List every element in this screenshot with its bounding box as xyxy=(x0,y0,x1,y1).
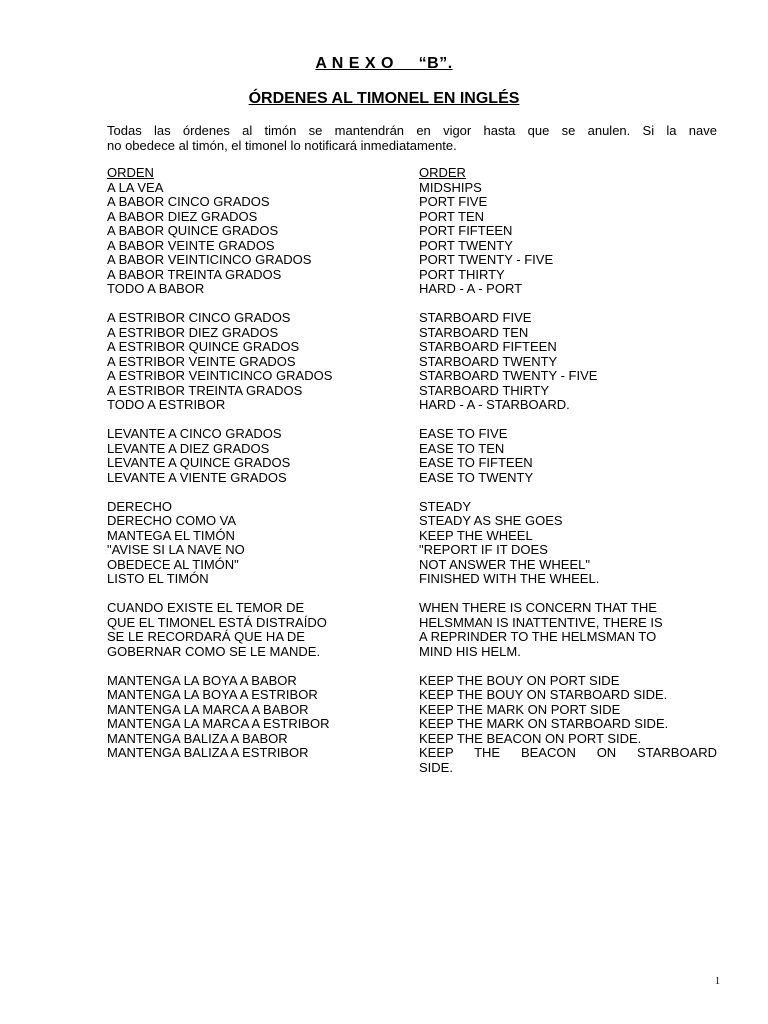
english-order: STARBOARD THIRTY xyxy=(419,382,550,398)
english-order: KEEP THE BOUY ON PORT SIDE xyxy=(419,672,620,688)
spanish-order: SE LE RECORDARÁ QUE HA DE xyxy=(107,629,305,644)
order-row xyxy=(107,645,717,660)
english-order: PORT TWENTY - FIVE xyxy=(419,252,554,267)
spanish-order: A ESTRIBOR VEINTICINCO GRADOS xyxy=(107,368,333,383)
english-order: PORT THIRTY xyxy=(419,266,505,282)
spanish-order: LEVANTE A QUINCE GRADOS xyxy=(107,455,291,470)
spanish-order: "AVISE SI LA NAVE NO xyxy=(107,542,245,557)
order-row xyxy=(107,601,717,616)
order-row xyxy=(107,239,717,254)
spanish-order: A BABOR VEINTE GRADOS xyxy=(107,237,275,253)
order-row xyxy=(107,732,717,747)
order-row xyxy=(107,500,717,515)
order-row xyxy=(107,616,717,631)
spanish-order: A BABOR DIEZ GRADOS xyxy=(107,208,258,224)
spanish-order: MANTENGA LA BOYA A ESTRIBOR xyxy=(107,687,318,702)
order-groups xyxy=(107,181,717,776)
order-row xyxy=(107,282,717,297)
spanish-order: A BABOR TREINTA GRADOS xyxy=(107,266,282,282)
order-row xyxy=(107,181,717,196)
order-row xyxy=(107,761,717,776)
english-order: STARBOARD TWENTY - FIVE xyxy=(419,368,598,383)
orders-table xyxy=(107,166,717,775)
english-order: STARBOARD FIVE xyxy=(419,310,532,325)
spanish-order: A BABOR QUINCE GRADOS xyxy=(107,223,279,238)
order-row xyxy=(107,326,717,341)
order-row xyxy=(107,688,717,703)
group-spacer xyxy=(107,485,717,500)
order-row xyxy=(107,529,717,544)
order-row xyxy=(107,442,717,457)
order-row xyxy=(107,471,717,486)
english-order: A REPRINDER TO THE HELMSMAN TO xyxy=(419,629,657,644)
spanish-order: MANTENGA LA MARCA A BABOR xyxy=(107,701,309,717)
english-order: PORT TEN xyxy=(419,208,485,224)
order-row xyxy=(107,630,717,645)
order-row xyxy=(107,717,717,732)
spanish-order: A ESTRIBOR CINCO GRADOS xyxy=(107,310,291,325)
spanish-order: MANTENGA BALIZA A BABOR xyxy=(107,730,288,746)
english-order: MIDSHIPS xyxy=(419,179,482,195)
group-spacer xyxy=(107,659,717,674)
english-order: SIDE. xyxy=(419,759,453,775)
table-header-row xyxy=(107,166,717,181)
spanish-order: A BABOR VEINTICINCO GRADOS xyxy=(107,252,312,267)
english-order: EASE TO FIFTEEN xyxy=(419,455,533,470)
spanish-order: CUANDO EXISTE EL TEMOR DE xyxy=(107,600,305,615)
spanish-order xyxy=(107,761,419,776)
spanish-order: GOBERNAR COMO SE LE MANDE. xyxy=(107,643,321,659)
spanish-order: LEVANTE A VIENTE GRADOS xyxy=(107,469,287,485)
spanish-order: LEVANTE A DIEZ GRADOS xyxy=(107,440,270,456)
order-row xyxy=(107,369,717,384)
english-order: PORT FIFTEEN xyxy=(419,223,513,238)
order-row xyxy=(107,398,717,413)
page-number: 1 xyxy=(715,976,720,987)
english-order: KEEP THE MARK ON STARBOARD SIDE. xyxy=(419,716,669,731)
english-order: PORT FIVE xyxy=(419,194,488,209)
english-order: STARBOARD FIFTEEN xyxy=(419,339,557,354)
english-order: HELSMMAN IS INATTENTIVE, THERE IS xyxy=(419,614,663,630)
order-row xyxy=(107,253,717,268)
order-row xyxy=(107,674,717,689)
order-row xyxy=(107,703,717,718)
english-order: KEEP THE WHEEL xyxy=(419,527,533,543)
intro-paragraph xyxy=(107,124,717,153)
order-row xyxy=(107,558,717,573)
spanish-order: A ESTRIBOR TREINTA GRADOS xyxy=(107,382,303,398)
spanish-order: A ESTRIBOR VEINTE GRADOS xyxy=(107,353,296,369)
spanish-order: MANTENGA BALIZA A ESTRIBOR xyxy=(107,745,309,760)
english-order: HARD - A - PORT xyxy=(419,281,523,296)
english-order: EASE TO FIVE xyxy=(419,426,508,441)
intro-line-2: no obedece al timón, el timonel lo notificará inmediatamente. xyxy=(107,137,457,153)
group-spacer xyxy=(107,587,717,602)
english-order: PORT TWENTY xyxy=(419,237,513,253)
spanish-order: OBEDECE AL TIMÓN" xyxy=(107,556,239,572)
order-row xyxy=(107,427,717,442)
spanish-column-header: ORDEN xyxy=(107,165,154,180)
order-row xyxy=(107,543,717,558)
order-row xyxy=(107,456,717,471)
document-title: ÓRDENES AL TIMONEL EN INGLÉS xyxy=(248,90,520,107)
order-row xyxy=(107,195,717,210)
spanish-order: A BABOR CINCO GRADOS xyxy=(107,194,270,209)
order-row xyxy=(107,340,717,355)
spanish-order: QUE EL TIMONEL ESTÁ DISTRAÍDO xyxy=(107,614,327,630)
spanish-order: DERECHO COMO VA xyxy=(107,513,237,528)
order-row xyxy=(107,210,717,225)
english-order: KEEP THE MARK ON PORT SIDE xyxy=(419,701,621,717)
spanish-order: A LA VEA xyxy=(107,179,164,195)
spanish-order: MANTENGA LA MARCA A ESTRIBOR xyxy=(107,716,330,731)
intro-line-1: Todas las órdenes al timón se mantendrán en vigor hasta que se anulen. Si la nave xyxy=(107,123,717,138)
english-order: KEEP THE BEACON ON PORT SIDE. xyxy=(419,730,642,746)
order-row xyxy=(107,268,717,283)
english-order: STEADY xyxy=(419,498,472,514)
order-row xyxy=(107,355,717,370)
english-order: WHEN THERE IS CONCERN THAT THE xyxy=(419,600,657,615)
spanish-order: TODO A ESTRIBOR xyxy=(107,397,226,412)
order-row xyxy=(107,311,717,326)
spanish-order: A ESTRIBOR QUINCE GRADOS xyxy=(107,339,300,354)
english-order: MIND HIS HELM. xyxy=(419,643,521,659)
english-order: KEEP THE BEACON ON STARBOARD xyxy=(419,745,717,760)
english-order: KEEP THE BOUY ON STARBOARD SIDE. xyxy=(419,687,668,702)
group-spacer xyxy=(107,413,717,428)
spanish-order: DERECHO xyxy=(107,498,173,514)
annex-title: A N E X O “B”. xyxy=(315,55,453,72)
group-spacer xyxy=(107,297,717,312)
english-order: EASE TO TWENTY xyxy=(419,469,534,485)
english-column-header: ORDER xyxy=(419,165,466,180)
spanish-order: LISTO EL TIMÓN xyxy=(107,571,209,586)
spanish-order: LEVANTE A CINCO GRADOS xyxy=(107,426,282,441)
spanish-order: MANTENGA LA BOYA A BABOR xyxy=(107,672,297,688)
english-order: STARBOARD TEN xyxy=(419,324,529,340)
order-row xyxy=(107,572,717,587)
spanish-order: MANTEGA EL TIMÓN xyxy=(107,527,235,543)
english-order: "REPORT IF IT DOES xyxy=(419,542,548,557)
english-order: HARD - A - STARBOARD. xyxy=(419,397,570,412)
order-row xyxy=(107,224,717,239)
english-order: FINISHED WITH THE WHEEL. xyxy=(419,571,600,586)
order-row xyxy=(107,746,717,761)
spanish-order: TODO A BABOR xyxy=(107,281,205,296)
english-order: STARBOARD TWENTY xyxy=(419,353,558,369)
english-order: STEADY AS SHE GOES xyxy=(419,513,563,528)
english-order: NOT ANSWER THE WHEEL" xyxy=(419,556,590,572)
english-order: EASE TO TEN xyxy=(419,440,505,456)
order-row xyxy=(107,384,717,399)
order-row xyxy=(107,514,717,529)
spanish-order: A ESTRIBOR DIEZ GRADOS xyxy=(107,324,279,340)
